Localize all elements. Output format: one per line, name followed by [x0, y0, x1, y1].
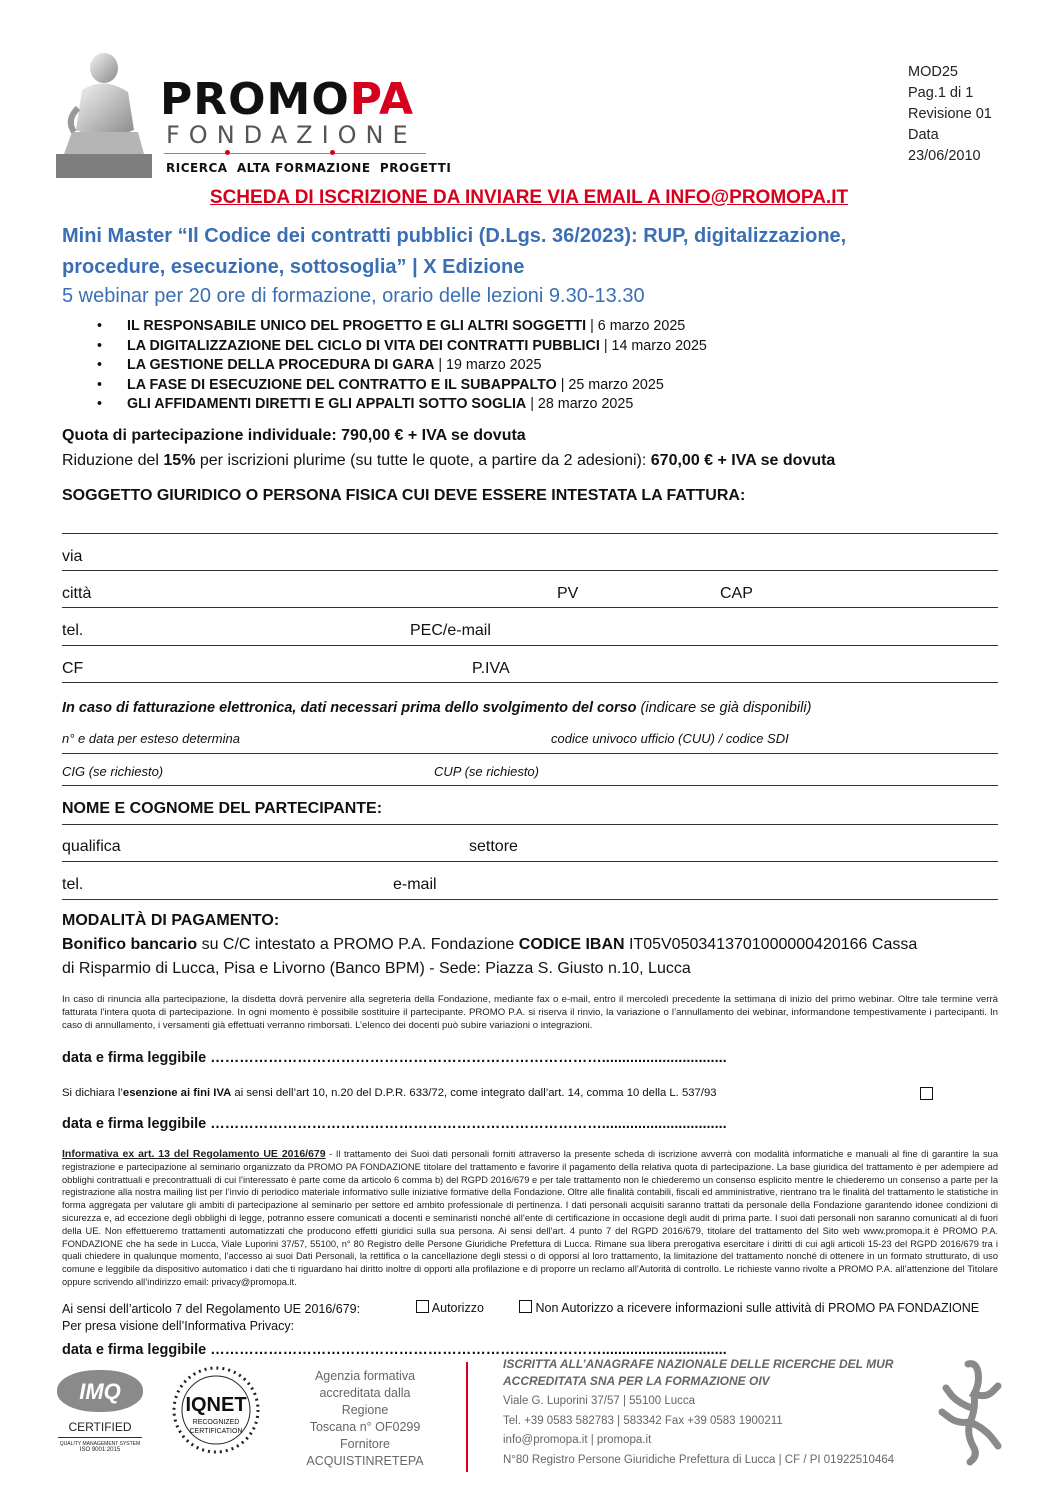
page-title: SCHEDA DI ISCRIZIONE DA INVIARE VIA EMAIL A INFO@PROMOPA.IT: [209, 187, 849, 208]
module-date: | 19 marzo 2025: [434, 357, 542, 373]
iqnet-sub1: RECOGNIZED: [192, 1419, 240, 1426]
billing-heading: SOGGETTO GIURIDICO O PERSONA FISICA CUI DEVE ESSERE INTESTATA LA FATTURA:: [62, 487, 746, 504]
gecko-icon: [930, 1358, 1010, 1468]
module-item: [97, 376, 707, 396]
fee-reduction-pct: 15%: [163, 452, 196, 469]
iqnet-sub2: CERTIFICATION: [189, 1428, 243, 1435]
agency-line: Fornitore: [339, 1437, 391, 1451]
module-title: GLI AFFIDAMENTI DIRETTI E GLI APPALTI SOTTO SOGLIA: [127, 396, 527, 412]
payment-line1: [62, 936, 917, 954]
meta-revision: Revisione 01: [908, 106, 992, 122]
logo-dot: [330, 150, 335, 155]
payment-method: Bonifico bancario: [62, 936, 198, 953]
imq-rule: [58, 1437, 142, 1438]
pv-label: PV: [557, 585, 579, 602]
cf-line[interactable]: [62, 682, 998, 683]
module-date: | 14 marzo 2025: [599, 337, 707, 354]
participant-tel-label: tel.: [62, 876, 84, 893]
module-item: [97, 395, 707, 415]
course-title-line2: procedure, esecuzione, sottosoglia” | X Edizione: [62, 256, 525, 278]
fee-individual: Quota di partecipazione individuale: 790,00 € + IVA se dovuta: [62, 427, 526, 444]
piva-label: P.IVA: [472, 660, 510, 677]
module-date: | 28 marzo 2025: [526, 396, 634, 412]
vat-exemption-post: ai sensi dell’art 10, n.20 del D.P.R. 633/72, come integrato dall’art. 14, comma 10 della L. 537/93: [231, 1087, 717, 1099]
pec-label: PEC/e-mail: [410, 622, 491, 639]
iqnet-logo: [170, 1364, 262, 1456]
participant-email-label: e-mail: [393, 876, 437, 893]
vat-exemption-bold: esenzione ai fini IVA: [122, 1087, 232, 1099]
einvoice-hint: (indicare se già disponibili): [636, 700, 812, 716]
module-title: LA GESTIONE DELLA PROCEDURA DI GARA: [127, 357, 435, 373]
qualifica-label: qualifica: [62, 838, 121, 855]
module-date: | 25 marzo 2025: [556, 376, 664, 393]
logo-statue: [52, 50, 154, 178]
document-meta: [908, 62, 992, 167]
billing-name-line[interactable]: [62, 533, 998, 534]
address-line: Viale G. Luporini 37/57 | 55100 Lucca: [503, 1395, 696, 1407]
fee-reduction: [62, 452, 835, 470]
participant-tel-line[interactable]: [62, 899, 998, 900]
bullet-icon: •: [97, 357, 103, 373]
city-line[interactable]: [62, 607, 998, 608]
privacy-body: - Il trattamento dei Suoi dati personali forniti attraverso la presente scheda di iscrizione avverrà con modalità informatiche e manuali al fine di garantire la sua registrazione e partecipazione al seminario organizzato da PROMO PA FONDAZIONE titolare del trattamento e favorire il pagamento della relativa quota di partecipazione. La base giuridica del trattamento è per adempiere ad obblighi contrattuali e precontrattuali di cui l’interessato è parte come da articolo 6 comma b) del RGPD 2016/679 e per tale trattamento non le chiederemo un consenso esplicito mentre le chiederemo un consenso a parte per la registrazione alla nostra mailing list per l’invio di periodico materiale informativo sulle iniziative formative della Fondazione. Oltre alle finalità contabili, fiscali ed amministrative, rientrano tra le finalità del trattamento le statistiche in forma aggregata per valutare gli ambiti di partecipazione al seminario per settore ed ambito professionale di pertinenza. I dati personali acquisiti saranno trattati da personale della Fondazione garantendo idonee condizioni di sicurezza e, ad eccezione degli obblighi di legge, potranno essere comunicati a docenti e seminaristi nonché all’ente di certificazione in occasione degli audit di prima parte. I suoi dati personali non saranno comunicati al di fuori della UE. Non effettueremo trattamenti automatizzati che producono effetti giuridici sulla sua persona. Ai sensi dell’art. 4 punto 7 del RGPD 2016/679, titolare del trattamento del Sito web www.promopa.it è PROMO P.A. FONDAZIONE che ha sede in Lucca, Viale Luporini 37/57, 55100, n° 80 Registro delle Persone Giuridiche Prefettura di Lucca. Rimane sua libera prerogativa esercitare i diritti di cui agli articoli 15-23 del RGPD 2016/679 tra i quali chiedere in qualunque momento, l’accesso ai suoi Dati Personali, la rettifica o la cancellazione degli stessi o di opporsi al loro trattamento, la limitazione del trattamento nonché di ottenere in un formato strutturato, di uso comune e leggibile da dispositivo automatico i dati che ti riguardano hai diritto inoltre di opporti alla profilazione e di proporre un reclamo all’Autorità di controllo. Le richieste vanno rivolte a PROMO P.A. all’attenzione del Titolare oppure scrivendo all’indirizzo email: privacy@promopa.it.: [62, 1149, 999, 1287]
fee-reduction-price: 670,00 € + IVA se dovuta: [650, 452, 836, 469]
imq-text: IMQ: [79, 1379, 121, 1404]
payment-iban-label: CODICE IBAN: [518, 936, 625, 953]
logo-tagline: RICERCA ALTA FORMAZIONE PROGETTI: [166, 161, 452, 175]
registry-line: ISCRITTA ALL’ANAGRAFE NAZIONALE DELLE RICERCHE DEL MUR: [503, 1357, 894, 1371]
bullet-icon: •: [97, 318, 103, 334]
module-date: | 6 marzo 2025: [586, 318, 686, 334]
authorize-option[interactable]: [416, 1300, 484, 1315]
privacy-title: Informativa ex art. 13 del Regolamento UE 2016/679: [62, 1148, 326, 1160]
cancellation-policy: In caso di rinuncia alla partecipazione, la disdetta dovrà pervenire alla segreteria della Fondazione, mediante fax o e-mail, entro il mercoledì precedente la settimana di inizio del primo webinar. Oltre tale termine verrà fatturata l’intera quota di partecipazione. In ogni momento è possibile sostituire il partecipante. PROMO P.A. si riserva il rinvio, la variazione o l’annullamento dei webinar, informandone tempestivamente i partecipanti. In caso di annullamento, i versamenti già effettuati verranno rimborsati. L’elenco dei docenti può subire variazioni o integrazioni.: [62, 994, 998, 1031]
vat-exemption-pre: Si dichiara l’: [62, 1087, 123, 1099]
qualifica-line[interactable]: [62, 861, 998, 862]
module-title: IL RESPONSABILE UNICO DEL PROGETTO E GLI ALTRI SOGGETTI: [127, 318, 587, 334]
not-authorize-label: Non Autorizzo a ricevere informazioni sulle attività di PROMO PA FONDAZIONE: [535, 1301, 980, 1315]
vat-exemption: [62, 1087, 717, 1099]
logo-dot: [225, 150, 230, 155]
privacy-consent: [62, 1302, 360, 1316]
imq-logo: [50, 1362, 150, 1472]
module-title: LA DIGITALIZZAZIONE DEL CICLO DI VITA DEI CONTRATTI PUBBLICI: [127, 337, 600, 354]
einvoice-bold: In caso di fatturazione elettronica, dati necessari prima dello svolgimento del corso: [62, 700, 637, 716]
privacy-notice: [62, 1148, 998, 1289]
agency-line: accreditata dalla Regione: [319, 1386, 411, 1417]
not-authorize-checkbox[interactable]: [519, 1300, 532, 1313]
cig-label: CIG (se richiesto): [62, 764, 164, 779]
address-info: [503, 1392, 894, 1470]
authorize-checkbox[interactable]: [416, 1300, 429, 1313]
imq-certified: CERTIFIED: [68, 1420, 132, 1434]
logo-wordmark: PROMOPA: [160, 74, 414, 125]
meta-code: MOD25: [908, 64, 958, 80]
payment-line2: di Risparmio di Lucca, Pisa e Livorno (Banco BPM) - Sede: Piazza S. Giusto n.10, Lucca: [62, 960, 691, 977]
logo-rule: [164, 153, 426, 154]
address-line: Tel. +39 0583 582783 | 583342 Fax +39 0583 1900211: [503, 1414, 783, 1427]
imq-iso: ISO 9001:2015: [79, 1447, 121, 1453]
imq-mark: [57, 1370, 143, 1412]
signature-line-3[interactable]: data e firma leggibile ………………………………………………………………………...............................: [62, 1342, 727, 1358]
payment-account: su C/C intestato a PROMO P.A. Fondazione: [197, 936, 519, 953]
signature-line-2[interactable]: data e firma leggibile ………………………………………………………………………...............................: [62, 1116, 727, 1132]
determina-line[interactable]: [62, 753, 998, 754]
not-authorize-option[interactable]: [519, 1300, 979, 1315]
fee-reduction-text: Riduzione del: [62, 452, 164, 469]
agency-line: ACQUISTINRETEPA: [306, 1454, 424, 1468]
bullet-icon: •: [97, 396, 103, 412]
fee-reduction-text2: per iscrizioni plurime (su tutte le quote, a partire da 2 adesioni):: [195, 452, 651, 469]
meta-date-label: Data: [908, 127, 939, 143]
einvoice-note: [62, 700, 811, 716]
bullet-icon: •: [97, 376, 103, 393]
via-label: via: [62, 548, 83, 565]
logo-foundation: FONDAZIONE: [166, 121, 417, 149]
module-item: [97, 337, 707, 357]
module-list: [97, 317, 707, 415]
agency-line: Agenzia formativa: [314, 1369, 416, 1383]
statue-icon: [52, 50, 154, 178]
participant-name-line[interactable]: [62, 824, 998, 825]
vat-exemption-checkbox[interactable]: [920, 1086, 933, 1104]
address-line: N°80 Registro Persone Giuridiche Prefettura di Lucca | CF / PI 01922510464: [503, 1453, 895, 1466]
cap-label: CAP: [720, 585, 753, 602]
address-line: info@promopa.it | promopa.it: [503, 1434, 652, 1446]
module-title: LA FASE DI ESECUZIONE DEL CONTRATTO E IL SUBAPPALTO: [127, 376, 557, 393]
payment-heading: MODALITÀ DI PAGAMENTO:: [62, 912, 280, 929]
signature-line-1[interactable]: data e firma leggibile ………………………………………………………………………...............................: [62, 1050, 727, 1066]
participant-heading: NOME E COGNOME DEL PARTECIPANTE:: [62, 800, 383, 817]
privacy-seen: Per presa visione dell’Informativa Privacy:: [62, 1319, 295, 1333]
authorize-label: Autorizzo: [431, 1301, 484, 1315]
privacy-consent-label: Ai sensi dell’articolo 7 del Regolamento UE 2016/679:: [62, 1302, 361, 1316]
city-label: città: [62, 585, 92, 602]
tel-label: tel.: [62, 622, 84, 639]
cig-line[interactable]: [62, 785, 998, 786]
payment-iban: IT05V0503413701000000420166 Cassa: [624, 936, 918, 953]
iqnet-text: IQNET: [185, 1394, 247, 1416]
course-subtitle: 5 webinar per 20 ore di formazione, orario delle lezioni 9.30-13.30: [62, 285, 645, 307]
determina-label: n° e data per esteso determina: [62, 731, 240, 746]
registry-info: [503, 1356, 893, 1390]
course-title: [62, 221, 846, 283]
cf-label: CF: [62, 660, 84, 677]
footer-divider: [466, 1362, 468, 1472]
settore-label: settore: [469, 838, 518, 855]
course-title-line1: Mini Master “Il Codice dei contratti pubblici (D.Lgs. 36/2023): RUP, digitalizzazione,: [62, 225, 847, 247]
imq-small: QUALITY MANAGEMENT SYSTEM: [59, 1441, 141, 1447]
bullet-icon: •: [97, 337, 103, 354]
via-line[interactable]: [62, 570, 998, 571]
module-item: [97, 317, 707, 337]
agency-line: Toscana n° OF0299: [309, 1420, 421, 1434]
meta-page: Pag.1 di 1: [908, 85, 974, 101]
cup-label: CUP (se richiesto): [434, 764, 539, 779]
cuu-label: codice univoco ufficio (CUU) / codice SDI: [551, 731, 789, 746]
registry-line: ACCREDITATA SNA PER LA FORMAZIONE OIV: [503, 1374, 770, 1388]
tel-line[interactable]: [62, 645, 998, 646]
meta-date: 23/06/2010: [908, 148, 981, 164]
module-item: [97, 356, 707, 376]
agency-info: [296, 1368, 434, 1470]
